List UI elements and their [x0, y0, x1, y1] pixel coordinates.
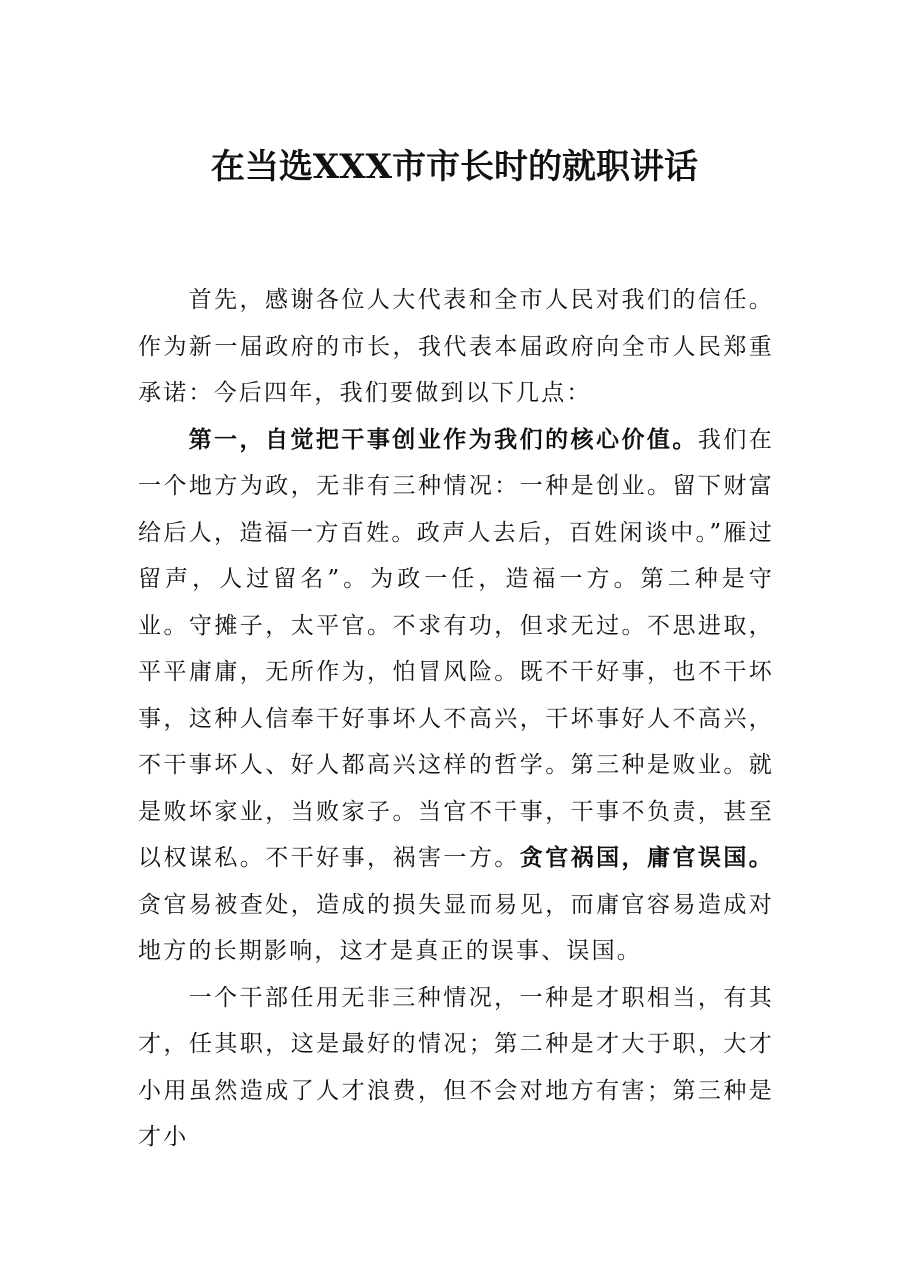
first-point-text-part1: 我们在一个地方为政，无非有三种情况：一种是创业。留下财富给后人，造福一方百姓。政声人去后，百姓闲谈中。”雁过留声，人过留名”。为政一任，造福一方。第二种是守业。守摊子，太平官。不求有功，但求无过。不思进取，平平庸庸，无所作为，怕冒风险。既不干好事，也不干坏事，这种人信奉干好事坏人不高兴，干坏事好人不高兴，不干事坏人、好人都高兴这样的哲学。第三种是败业。就是败坏家业，当败家子。当官不干事，干事不负责，甚至以权谋私。不干好事，祸害一方。: [138, 426, 775, 871]
paragraph-intro-text: 首先，感谢各位人大代表和全市人民对我们的信任。作为新一届政府的市长，我代表本届政府向全市人民郑重承诺：今后四年，我们要做到以下几点：: [138, 287, 774, 406]
first-point-text-part2: 贪官易被查处，造成的损失显而易见，而庸官容易造成对地方的长期影响，这才是真正的误事、误国。: [138, 891, 774, 964]
paragraph-intro: [138, 277, 774, 417]
first-point-heading: 第一，自觉把干事创业作为我们的核心价值。: [188, 426, 698, 453]
paragraph-cadre-appointment: [138, 975, 774, 1161]
paragraph-cadre-text: 一个干部任用无非三种情况，一种是才职相当，有其才，任其职，这是最好的情况；第二种是才大于职，大才小用虽然造成了人才浪费，但不会对地方有害；第三种是才小: [138, 984, 774, 1150]
document-title: 在当选XXX市市长时的就职讲话: [210, 147, 699, 187]
paragraph-first-point: [138, 417, 774, 975]
first-point-emphasis: 贪官祸国，庸官误国。: [519, 845, 774, 871]
document-body: [138, 277, 774, 1161]
